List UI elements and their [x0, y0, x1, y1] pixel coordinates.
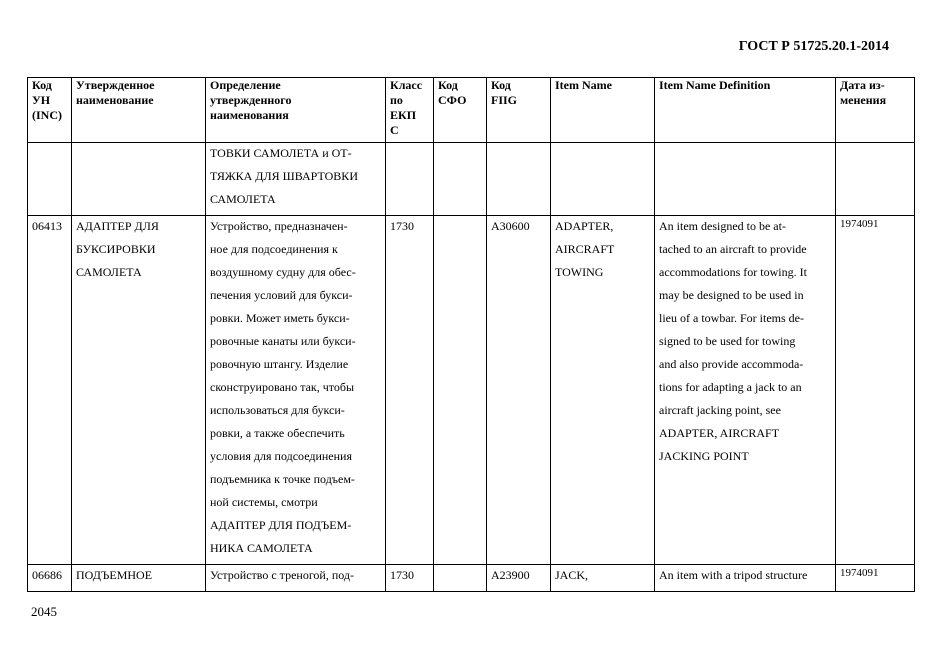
- cell-line: aircraft jacking point, see: [659, 403, 781, 417]
- class-cell: [386, 216, 434, 565]
- header-line: Код: [491, 78, 511, 92]
- table-row: [28, 565, 915, 592]
- approved-name-cell: [72, 216, 206, 565]
- cell-line: 1730: [390, 568, 414, 582]
- item-name-cell: [551, 565, 655, 592]
- cell-line: ADAPTER,: [555, 219, 614, 233]
- cell-line: условия для подсоединения: [210, 449, 352, 463]
- cell-line: A23900: [491, 568, 530, 582]
- change-date-cell: [836, 216, 915, 565]
- header-line: наименование: [76, 93, 154, 107]
- cell-line: signed to be used for towing: [659, 334, 796, 348]
- cell-line: САМОЛЕТА: [210, 192, 276, 206]
- cell-line: 06413: [32, 219, 62, 233]
- header-line: наименования: [210, 108, 289, 122]
- cell-line: НИКА САМОЛЕТА: [210, 541, 313, 555]
- cell-line: сконструировано так, чтобы: [210, 380, 355, 394]
- cell-line: ADAPTER, AIRCRAFT: [659, 426, 780, 440]
- table-row: [28, 143, 915, 216]
- item-definition-cell: [655, 143, 836, 216]
- cell-line: ровки. Может иметь букси-: [210, 311, 350, 325]
- cell-line: ровочные канаты или букси-: [210, 334, 356, 348]
- header-class: [386, 78, 434, 143]
- cell-line: подъемника к точке подъем-: [210, 472, 355, 486]
- cell-line: воздушному судну для обес-: [210, 265, 356, 279]
- cell-line: JACKING POINT: [659, 449, 749, 463]
- header-line: Код: [32, 78, 52, 92]
- cell-line: accommodations for towing. It: [659, 265, 807, 279]
- header-sfo: [434, 78, 487, 143]
- header-line: УН: [32, 93, 51, 107]
- fiig-cell: [487, 565, 551, 592]
- cell-line: tached to an aircraft to provide: [659, 242, 807, 256]
- header-line: утвержденного: [210, 93, 292, 107]
- document-title: ГОСТ Р 51725.20.1-2014: [738, 39, 889, 54]
- approved-name-cell: [72, 565, 206, 592]
- cell-line: JACK,: [555, 568, 589, 582]
- sfo-cell: [434, 143, 487, 216]
- header-line: (INC): [32, 108, 62, 122]
- class-cell: [386, 143, 434, 216]
- inc-cell: [28, 216, 72, 565]
- change-date-cell: [836, 565, 915, 592]
- cell-line: ТЯЖКА ДЛЯ ШВАРТОВКИ: [210, 169, 358, 183]
- cell-line: An item designed to be at-: [659, 219, 786, 233]
- definition-cell: [206, 565, 386, 592]
- cell-line: and also provide accommoda-: [659, 357, 804, 371]
- catalog-table: [27, 77, 915, 592]
- inc-cell: [28, 565, 72, 592]
- table-header-row: [28, 78, 915, 143]
- item-definition-cell: [655, 565, 836, 592]
- approved-name-cell: [72, 143, 206, 216]
- cell-line: lieu of a towbar. For items de-: [659, 311, 804, 325]
- cell-line: Устройство с треногой, под-: [210, 568, 355, 582]
- header-line: по: [390, 93, 403, 107]
- table-row: [28, 216, 915, 565]
- cell-line: Устройство, предназначен-: [210, 219, 348, 233]
- inc-cell: [28, 143, 72, 216]
- header-line: СФО: [438, 93, 467, 107]
- cell-line: 1730: [390, 219, 414, 233]
- header-line: С: [390, 123, 399, 137]
- cell-line: ПОДЪЕМНОЕ: [76, 568, 153, 582]
- header-line: Item Name: [555, 78, 612, 92]
- cell-line: АДАПТЕР ДЛЯ: [76, 219, 159, 233]
- item-definition-cell: [655, 216, 836, 565]
- header-fiig: [487, 78, 551, 143]
- cell-line: ровки, а также обеспечить: [210, 426, 345, 440]
- cell-line: 1974091: [840, 567, 879, 579]
- cell-line: использоваться для букси-: [210, 403, 345, 417]
- cell-line: 1974091: [840, 218, 879, 230]
- header-approved-name: [72, 78, 206, 143]
- cell-line: печения условий для букси-: [210, 288, 353, 302]
- header-line: Дата из-: [840, 78, 885, 92]
- class-cell: [386, 565, 434, 592]
- header-inc: [28, 78, 72, 143]
- header-line: Определение: [210, 78, 281, 92]
- header-line: Код: [438, 78, 458, 92]
- cell-line: An item with a tripod structure: [659, 568, 808, 582]
- cell-line: TOWING: [555, 265, 604, 279]
- cell-line: ное для подсоединения к: [210, 242, 338, 256]
- definition-cell: [206, 143, 386, 216]
- change-date-cell: [836, 143, 915, 216]
- cell-line: ной системы, смотри: [210, 495, 318, 509]
- cell-line: БУКСИРОВКИ: [76, 242, 156, 256]
- header-change-date: [836, 78, 915, 143]
- item-name-cell: [551, 216, 655, 565]
- cell-line: АДАПТЕР ДЛЯ ПОДЪЕМ-: [210, 518, 352, 532]
- fiig-cell: [487, 216, 551, 565]
- header-definition: [206, 78, 386, 143]
- sfo-cell: [434, 216, 487, 565]
- sfo-cell: [434, 565, 487, 592]
- fiig-cell: [487, 143, 551, 216]
- definition-cell: [206, 216, 386, 565]
- cell-line: ровочную штангу. Изделие: [210, 357, 349, 371]
- cell-line: tions for adapting a jack to an: [659, 380, 802, 394]
- cell-line: САМОЛЕТА: [76, 265, 142, 279]
- item-name-cell: [551, 143, 655, 216]
- header-line: Утвержденное: [76, 78, 155, 92]
- header-line: менения: [840, 93, 887, 107]
- header-line: FIIG: [491, 93, 518, 107]
- page-number: 2045: [31, 604, 57, 619]
- cell-line: A30600: [491, 219, 530, 233]
- cell-line: AIRCRAFT: [555, 242, 615, 256]
- header-item-name: [551, 78, 655, 143]
- header-line: Класс: [390, 78, 423, 92]
- cell-line: ТОВКИ САМОЛЕТА и ОТ-: [210, 146, 352, 160]
- header-line: Item Name Definition: [659, 78, 771, 92]
- cell-line: may be designed to be used in: [659, 288, 804, 302]
- cell-line: 06686: [32, 568, 62, 582]
- header-line: ЕКП: [390, 108, 417, 122]
- header-item-definition: [655, 78, 836, 143]
